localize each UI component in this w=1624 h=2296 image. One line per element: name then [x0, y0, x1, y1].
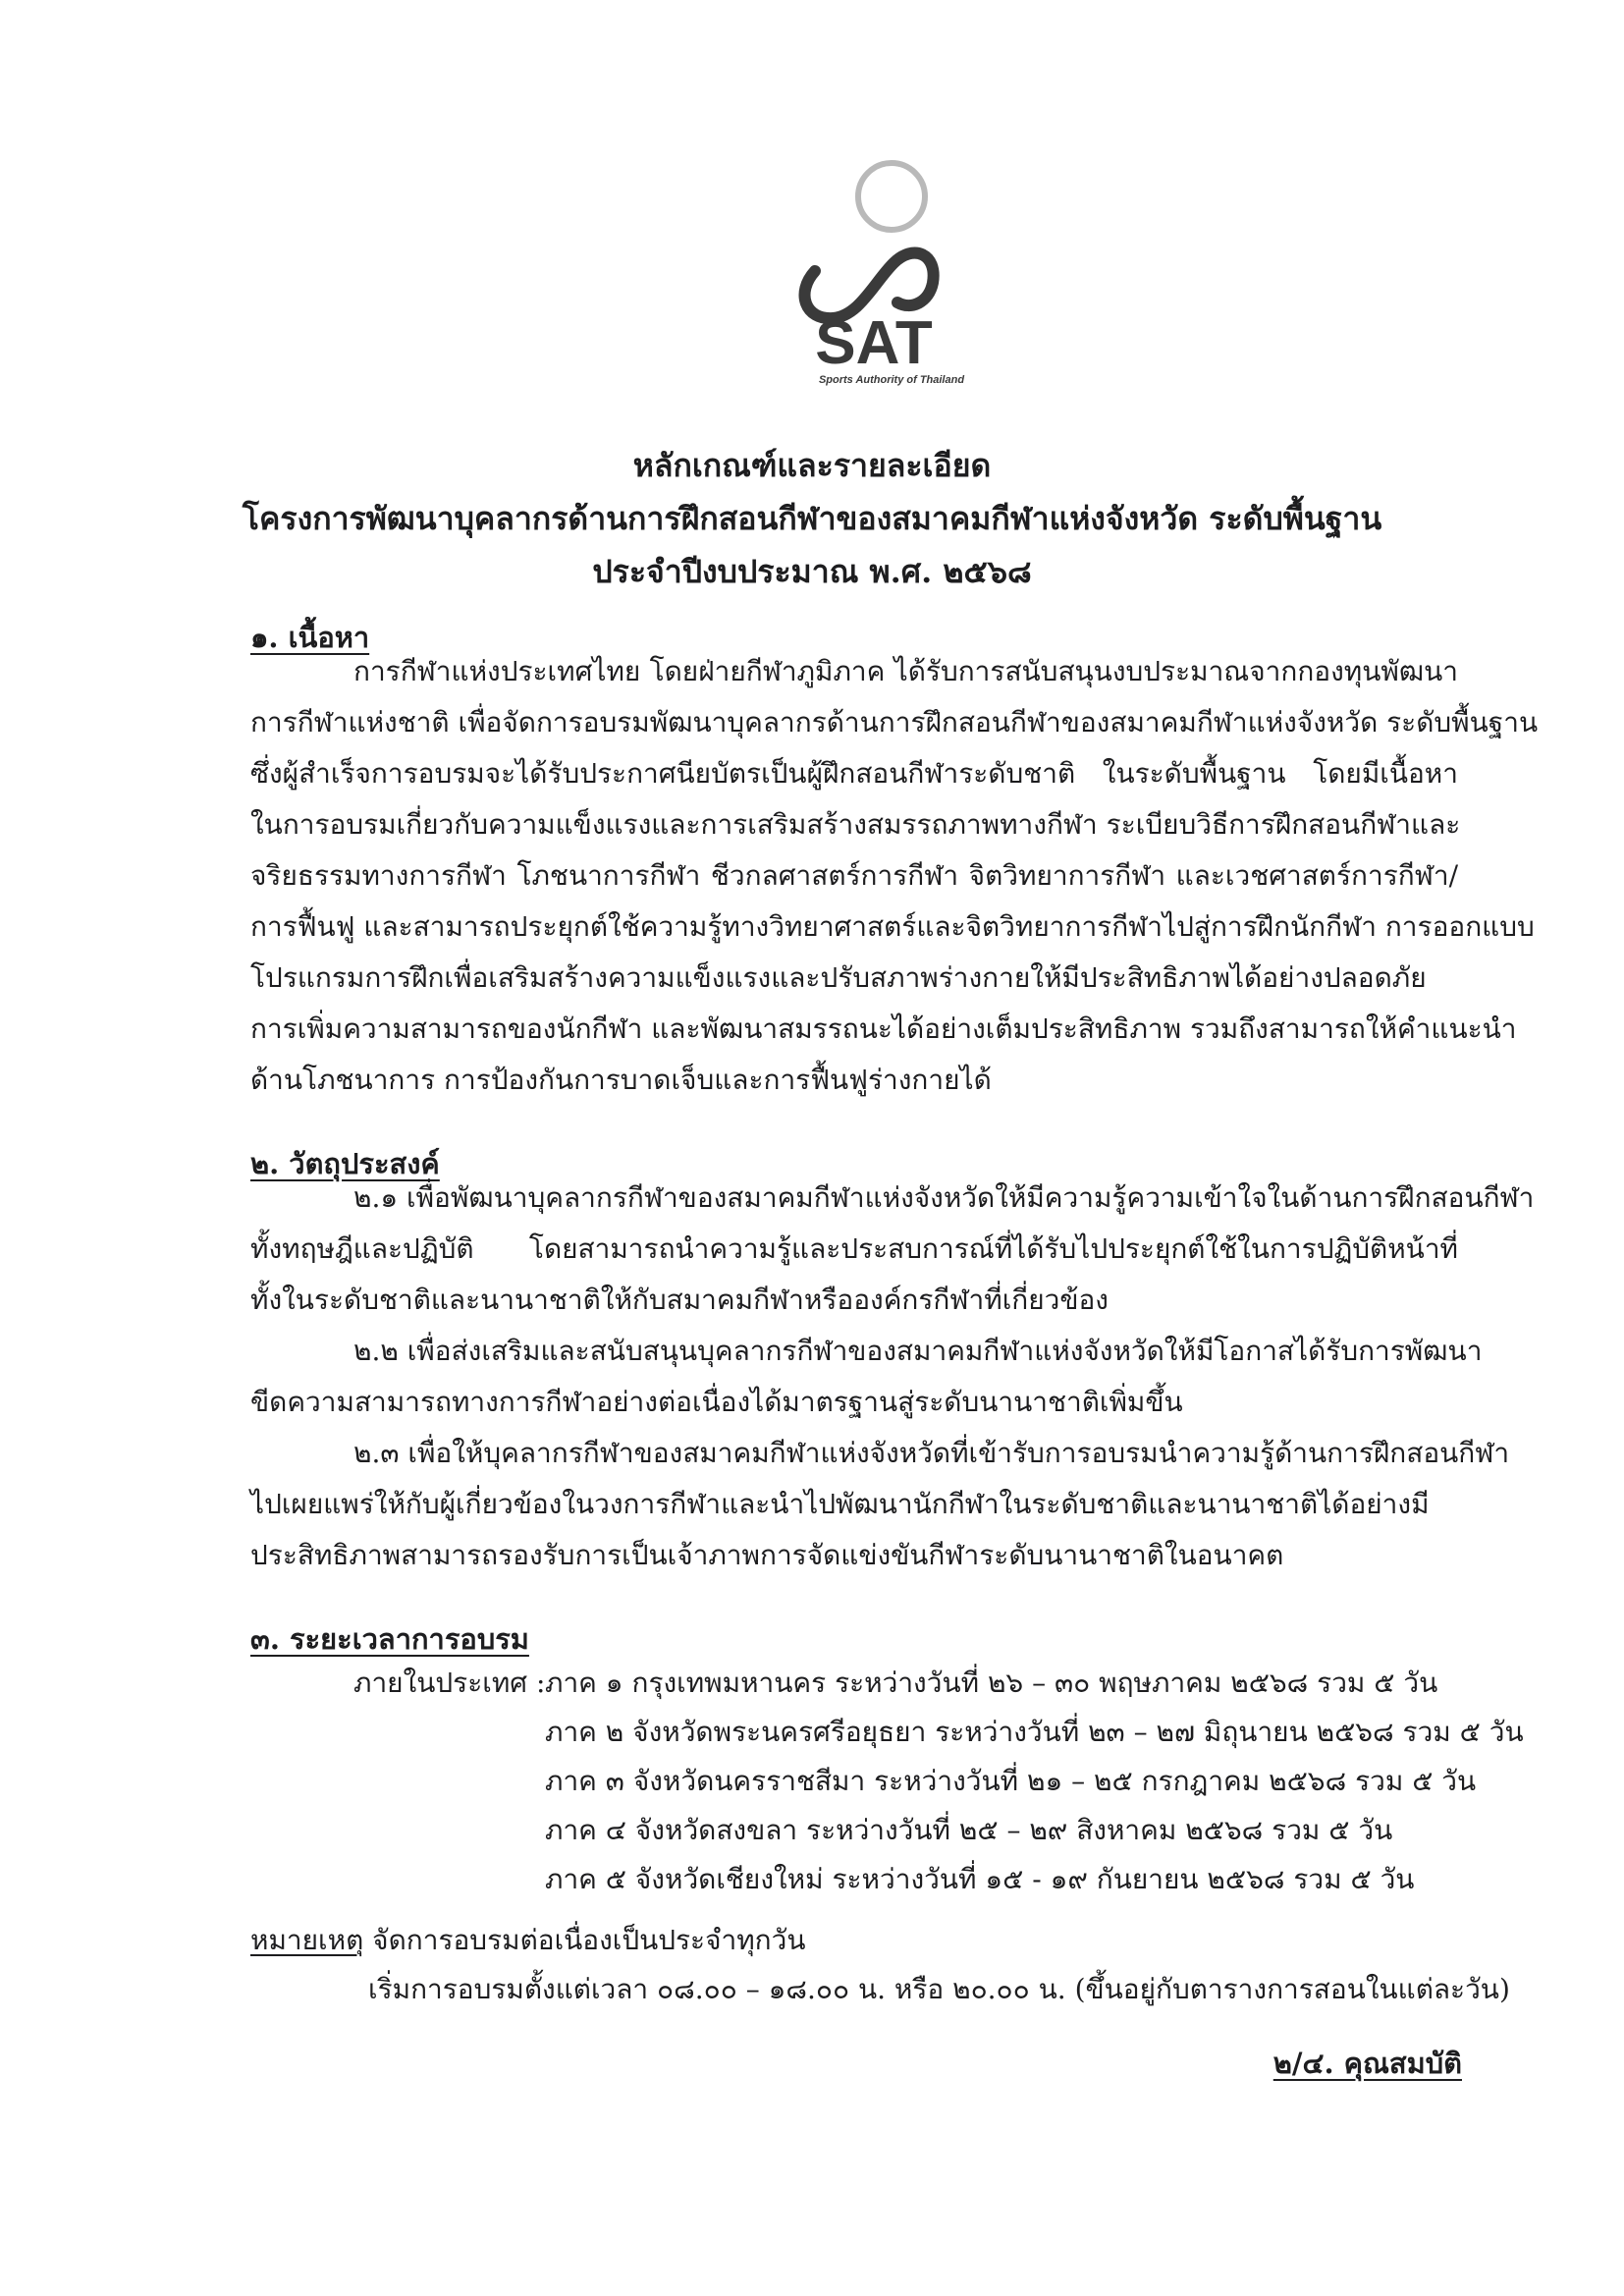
section-2-heading: ๒. วัตถุประสงค์	[250, 1147, 440, 1180]
next-page-marker: ๒/๔. คุณสมบัติ	[1272, 2047, 1462, 2080]
section-1-heading: ๑. เนื้อหา	[250, 621, 370, 654]
title-line-3: ประจำปีงบประมาณ พ.ศ. ๒๕๖๘	[592, 553, 1032, 590]
paragraph-line: ในการอบรมเกี่ยวกับความแข็งแรงและการเสริมสร้างสมรรถภาพทางกีฬา ระเบียบวิธีการฝึกสอนกีฬาและ	[250, 808, 1461, 841]
logo-ring	[858, 163, 925, 230]
region-2-schedule: ภาค ๒ จังหวัดพระนครศรีอยุธยา ระหว่างวันที่ ๒๓ – ๒๗ มิถุนายน ๒๕๖๘ รวม ๕ วัน	[545, 1716, 1524, 1748]
logo-caption: Sports Authority of Thailand	[818, 374, 965, 386]
paragraph-line: ซึ่งผู้สำเร็จการอบรมจะได้รับประกาศนียบัตรเป็นผู้ฝึกสอนกีฬาระดับชาติ ในระดับพื้นฐาน โดยมีเนื้อหา	[250, 757, 1458, 790]
note-label: หมายเหตุ	[250, 1924, 364, 1956]
title-line-1: หลักเกณฑ์และรายละเอียด	[632, 447, 992, 484]
objective-2-2: ๒.๒ เพื่อส่งเสริมและสนับสนุนบุคลากรกีฬาของสมาคมกีฬาแห่งจังหวัดให้มีโอกาสได้รับการพัฒนา	[353, 1335, 1483, 1367]
section-3-heading: ๓. ระยะเวลาการอบรม	[250, 1622, 529, 1656]
paragraph-line: ด้านโภชนาการ การป้องกันการบาดเจ็บและการฟื้นฟูร่างกายได้	[250, 1064, 992, 1096]
sat-logo	[776, 145, 972, 389]
region-1-schedule: ภาค ๑ กรุงเทพมหานคร ระหว่างวันที่ ๒๖ – ๓๐ พฤษภาคม ๒๕๖๘ รวม ๕ วัน	[545, 1667, 1438, 1699]
paragraph-line: ไปเผยแพร่ให้กับผู้เกี่ยวข้องในวงการกีฬาและนำไปพัฒนานักกีฬาในระดับชาติและนานาชาติได้อย่างมี	[250, 1488, 1430, 1520]
note-line-1	[250, 1919, 806, 1962]
paragraph-line: จริยธรรมทางการกีฬา โภชนาการกีฬา ชีวกลศาสตร์การกีฬา จิตวิทยาการกีฬา และเวชศาสตร์การกีฬา/	[250, 859, 1458, 892]
region-4-schedule: ภาค ๔ จังหวัดสงขลา ระหว่างวันที่ ๒๕ – ๒๙ สิงหาคม ๒๕๖๘ รวม ๕ วัน	[545, 1814, 1393, 1846]
paragraph-line: โปรแกรมการฝึกเพื่อเสริมสร้างความแข็งแรงและปรับสภาพร่างกายให้มีประสิทธิภาพได้อย่างปลอดภัย	[250, 961, 1427, 994]
title-line-2: โครงการพัฒนาบุคลากรด้านการฝึกสอนกีฬาของสมาคมกีฬาแห่งจังหวัด ระดับพื้นฐาน	[242, 500, 1382, 537]
paragraph-line: ทั้งทฤษฎีและปฏิบัติ โดยสามารถนำความรู้และประสบการณ์ที่ได้รับไปประยุกต์ใช้ในการปฏิบัติหน้าที่	[250, 1232, 1458, 1265]
objective-2-3: ๒.๓ เพื่อให้บุคลากรกีฬาของสมาคมกีฬาแห่งจังหวัดที่เข้ารับการอบรมนำความรู้ด้านการฝึกสอนกีฬา	[353, 1437, 1510, 1469]
paragraph-line: ประสิทธิภาพสามารถรองรับการเป็นเจ้าภาพการจัดแข่งขันกีฬาระดับนานาชาติในอนาคต	[250, 1539, 1284, 1571]
paragraph-line: การกีฬาแห่งชาติ เพื่อจัดการอบรมพัฒนาบุคลากรด้านการฝึกสอนกีฬาของสมาคมกีฬาแห่งจังหวัด ระดับพื้นฐาน	[250, 706, 1539, 738]
note-text: จัดการอบรมต่อเนื่องเป็นประจำทุกวัน	[372, 1924, 806, 1956]
objective-2-1: ๒.๑ เพื่อพัฒนาบุคลากรกีฬาของสมาคมกีฬาแห่งจังหวัดให้มีความรู้ความเข้าใจในด้านการฝึกสอนกีฬา	[353, 1181, 1535, 1214]
paragraph-line: การกีฬาแห่งประเทศไทย โดยฝ่ายกีฬาภูมิภาค ได้รับการสนับสนุนงบประมาณจากกองทุนพัฒนา	[353, 655, 1458, 687]
paragraph-line: ทั้งในระดับชาติและนานาชาติให้กับสมาคมกีฬาหรือองค์กรกีฬาที่เกี่ยวข้อง	[250, 1284, 1109, 1316]
region-5-schedule: ภาค ๕ จังหวัดเชียงใหม่ ระหว่างวันที่ ๑๕ - ๑๙ กันยายน ๒๕๖๘ รวม ๕ วัน	[545, 1863, 1415, 1895]
paragraph-line: ขีดความสามารถทางการกีฬาอย่างต่อเนื่องได้มาตรฐานสู่ระดับนานาชาติเพิ่มขึ้น	[250, 1386, 1183, 1418]
paragraph-line: การฟื้นฟู และสามารถประยุกต์ใช้ความรู้ทางวิทยาศาสตร์และจิตวิทยาการกีฬาไปสู่การฝึกนักกีฬา การออกแบบ	[250, 910, 1535, 943]
region-3-schedule: ภาค ๓ จังหวัดนครราชสีมา ระหว่างวันที่ ๒๑ – ๒๕ กรกฎาคม ๒๕๖๘ รวม ๕ วัน	[545, 1765, 1477, 1797]
domestic-label: ภายในประเทศ :	[353, 1667, 546, 1699]
logo-letters: SAT	[815, 309, 933, 377]
note-line-2: เริ่มการอบรมตั้งแต่เวลา ๐๘.๐๐ – ๑๘.๐๐ น. หรือ ๒๐.๐๐ น. (ขึ้นอยู่กับตารางการสอนในแต่ละวัน)	[368, 1973, 1510, 2005]
paragraph-line: การเพิ่มความสามารถของนักกีฬา และพัฒนาสมรรถนะได้อย่างเต็มประสิทธิภาพ รวมถึงสามารถให้คำแนะนำ	[250, 1012, 1517, 1045]
